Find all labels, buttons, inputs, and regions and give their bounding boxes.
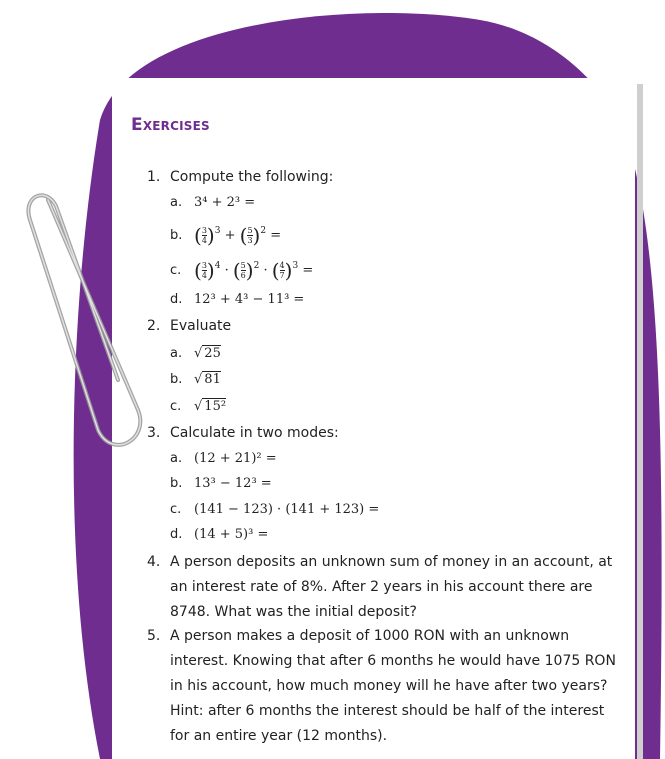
exercise-2b-letter: b. xyxy=(170,372,183,387)
exercise-3c-letter: c. xyxy=(170,502,182,517)
exercise-5-number: 5. xyxy=(147,628,161,644)
exercise-1c-expression: ( $\frac{3}{4}$ )$^4$ · ( $\frac{5}{6}$ )$^2$ · ( $\frac{4}{7}$ )$^3$ = xyxy=(194,258,314,283)
exercise-1-number: 1. xyxy=(147,169,161,185)
exercise-2c-expression: √ 15² xyxy=(194,399,227,414)
exercise-2b-expression: √ 81 xyxy=(194,372,221,387)
exercise-1d-letter: d. xyxy=(170,292,183,307)
exercise-2a-letter: a. xyxy=(170,346,183,361)
exercise-2a-expression: √ 25 xyxy=(194,346,221,361)
exercise-4-text: A person deposits an unknown sum of money in an account, at an interest rate of 8%. After 2 years in his account there are 8748. What was the initial deposit? xyxy=(170,554,613,620)
exercise-1d-expression: 12³ + 4³ − 11³ = xyxy=(194,292,305,307)
exercise-1b-expression: ( $\frac{3}{4}$ )$^3$ + ( $\frac{5}{3}$ )$^2$ = xyxy=(194,223,282,248)
exercise-2c-letter: c. xyxy=(170,399,182,414)
exercise-3a-letter: a. xyxy=(170,451,183,466)
exercise-3c-expression: (141 − 123) · (141 + 123) = xyxy=(194,502,380,517)
page-title: Exercises xyxy=(131,115,210,135)
exercise-3d-letter: d. xyxy=(170,527,183,542)
exercise-1-prompt: Compute the following: xyxy=(170,169,334,185)
exercise-3b-expression: 13³ − 12³ = xyxy=(194,476,272,491)
exercise-1c-letter: c. xyxy=(170,263,182,278)
exercise-3a-expression: (12 + 21)² = xyxy=(194,451,277,466)
exercise-2-number: 2. xyxy=(147,318,161,334)
exercise-3b-letter: b. xyxy=(170,476,183,491)
exercise-5-text: A person makes a deposit of 1000 RON with an unknown interest. Knowing that after 6 months he would have 1075 RON in his account, how much money will he have after two years? Hint: after 6 months the interest should be half of the interest for an entire year (12 months). xyxy=(170,628,616,744)
exercise-1b-letter: b. xyxy=(170,228,183,243)
exercise-1a-expression: 3⁴ + 2³ = xyxy=(194,195,256,210)
exercise-1a-letter: a. xyxy=(170,195,183,210)
exercise-3-prompt: Calculate in two modes: xyxy=(170,425,339,441)
exercise-3d-expression: (14 + 5)³ = xyxy=(194,527,269,542)
exercise-4-number: 4. xyxy=(147,554,161,570)
exercise-2-prompt: Evaluate xyxy=(170,318,232,334)
exercise-3-number: 3. xyxy=(147,425,161,441)
